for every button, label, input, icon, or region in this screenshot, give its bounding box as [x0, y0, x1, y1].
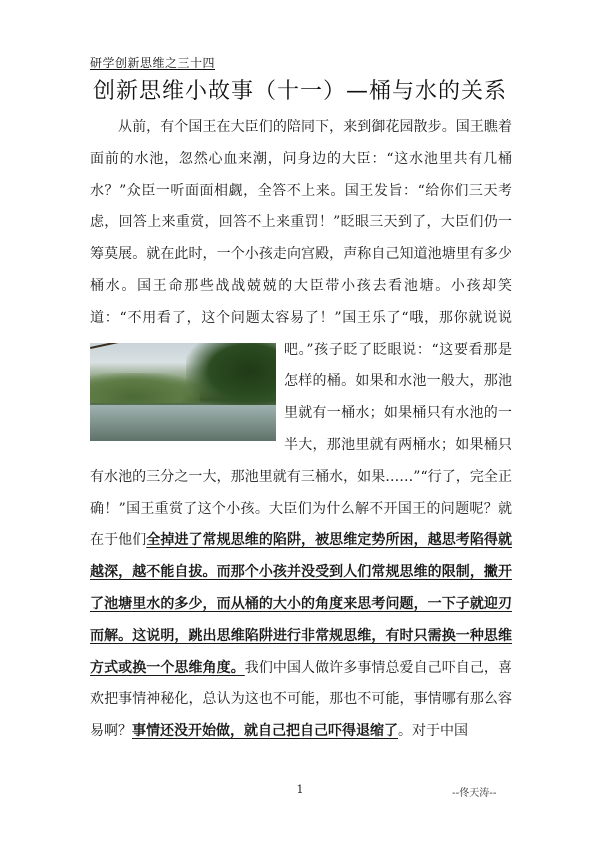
photo-trees [186, 343, 276, 413]
story-text-part3: 我们中国人做许多事情总爱自己吓自己，喜欢把事情神秘化，总认为这也不可能，那也不可能，事情哪有那么容易啊？ [90, 659, 513, 740]
photo-branch [90, 343, 152, 363]
photo-water [90, 405, 276, 441]
page-number: 1 [296, 783, 304, 796]
story-paragraph [90, 112, 512, 748]
story-emphasis-1: 全掉进了常规思维的陷阱，被思维定势所困，越思考陷得就越深，越不能自拔。而那个小孩并没受到人们常规思维的限制，撇开了池塘里水的多少，而从桶的大小的角度来思考问题，一下子就迎刃而解。这说明，跳出思维陷阱进行非常规思维，有时只需换一种思维方式或换一个思维角度。 [90, 532, 513, 676]
story-text-part2: “这要看那是怎样的桶。如果和水池一般大，那池里就有一桶水；如果桶只有水池的一半大，那池里就有两桶水；如果桶只有水池的三分之一大，那池里就有三桶水，如果……”“行了，完全正确！”国王重赏了这个小孩。大臣们为什么解不开国王的问题呢？就在于他们 [90, 341, 512, 549]
story-emphasis-2: 事情还没开始做，就自己把自己吓得退缩了 [132, 723, 398, 740]
river-landscape-photo [90, 343, 276, 441]
story-body [90, 112, 512, 748]
series-label: 研学创新思维之三十四 [90, 56, 216, 70]
author-mark: --佟天涛-- [452, 788, 497, 799]
page-title: 创新思维小故事（十一）—桶与水的关系 [92, 79, 507, 104]
story-text-part4: 。对于中国 [398, 723, 468, 740]
photo-hill [90, 373, 200, 403]
story-text-part1: 从前，有个国王在大臣们的陪同下，来到御花园散步。国王瞧着面前的水池，忽然心血来潮，问身边的大臣：“这水池里共有几桶水？”众臣一听面面相觑，全答不上来。国王发旨：“给你们三天考虑，回答上来重赏，回答不上来重罚！”眨眼三天到了，大臣们仍一筹莫展。就在此时，一个小孩走向宫殿，声称自己知道池塘里有多少桶水。国王命那些战战兢兢的大臣带小孩去看池塘。小孩却笑道：“不用看了，这个问题太容易了！”国王乐了“哦，那你就说说吧。”孩子眨了眨眼说： [90, 119, 512, 358]
